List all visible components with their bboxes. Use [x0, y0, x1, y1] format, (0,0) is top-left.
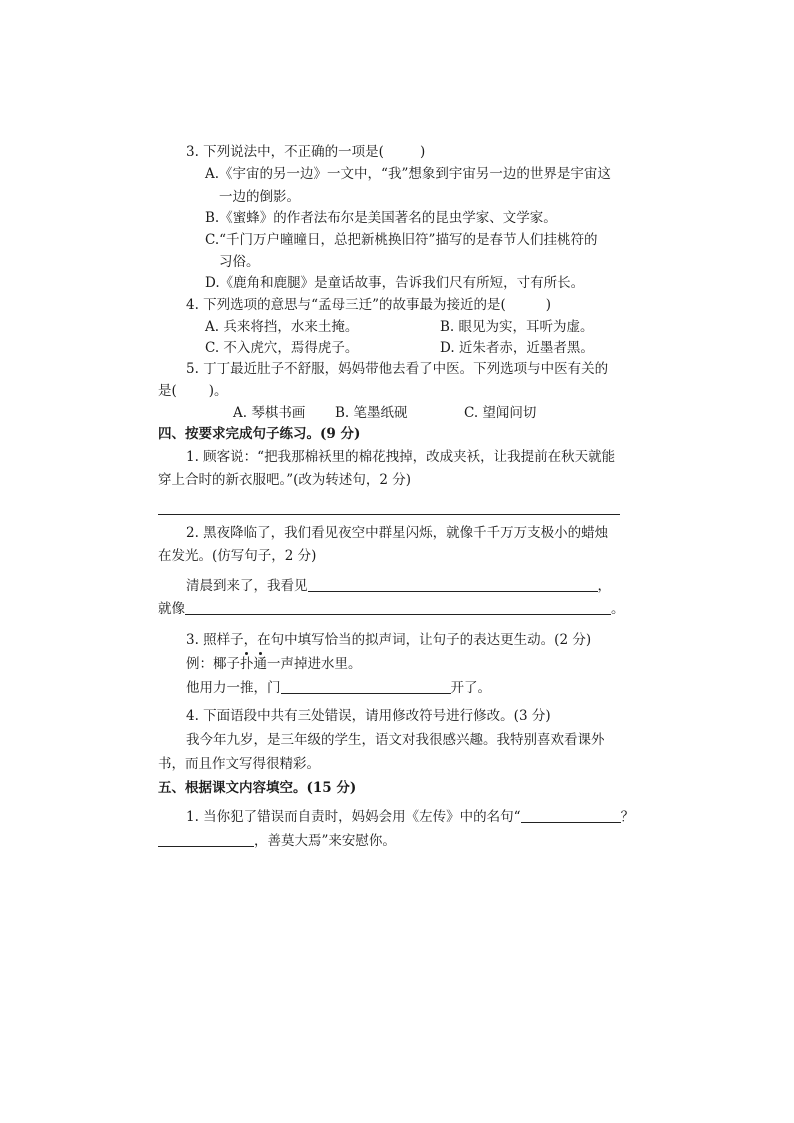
s4-q3-fill — [186, 679, 491, 697]
s4-q3-example-char1: 扑 — [240, 656, 254, 672]
s4-q2-fill2-end: 。 — [611, 601, 625, 617]
q3-option-c-line1: C.“千门万户曈曈日，总把新桃换旧符”描写的是春节人们挂桃符的 — [205, 232, 598, 248]
s4-q1-answer-line[interactable] — [158, 514, 620, 515]
s4-q3-fill-post: 开了。 — [450, 680, 491, 696]
s4-q3-fill-blank[interactable] — [281, 679, 451, 694]
q4-stem — [186, 296, 551, 314]
q4-stem-text: 4. 下列选项的意思与“孟母三迁”的故事最为接近的是( — [186, 297, 506, 313]
q5-option-a: A. 琴棋书画 — [233, 405, 306, 421]
q3-option-b: B.《蜜蜂》的作者法布尔是美国著名的昆虫学家、文学家。 — [205, 210, 557, 226]
q4-stem-close: ) — [545, 297, 552, 313]
q5-stem-open: 是( — [158, 383, 177, 399]
q4-option-b: B. 眼见为实，耳听为虚。 — [440, 319, 594, 335]
s4-q4-line1: 4. 下面语段中共有三处错误，请用修改符号进行修改。(3 分) — [186, 708, 551, 724]
q4-option-a: A. 兵来将挡，水来土掩。 — [205, 319, 359, 335]
s4-q2-fill2-blank[interactable] — [185, 600, 611, 615]
s5-q1-text: 1. 当你犯了错误而自责时，妈妈会用《左传》中的名句“ — [186, 809, 521, 825]
s4-q2-fill2-label: 就像 — [158, 601, 185, 617]
s4-q2-fill1-end: ， — [597, 578, 611, 594]
s4-q2-fill-line2 — [158, 600, 625, 618]
q4-option-c: C. 不入虎穴，焉得虎子。 — [205, 340, 359, 356]
s4-q3-line1: 3. 照样子，在句中填写恰当的拟声词，让句子的表达更生动。(2 分) — [186, 632, 592, 648]
s5-q1-blank1[interactable] — [521, 808, 621, 823]
s4-q2-fill-line1 — [186, 577, 611, 595]
q5-option-c: C. 望闻问切 — [464, 405, 537, 421]
s4-q2-line1: 2. 黑夜降临了，我们看见夜空中群星闪烁，就像千千万万支极小的蜡烛 — [186, 525, 609, 541]
q3-option-c-line2: 习俗。 — [219, 254, 260, 270]
q5-stem-line2 — [158, 382, 228, 400]
s4-q3-example-pre: 例：椰子 — [186, 656, 240, 672]
s4-q4-paragraph-line2: 书，而且作文写得很精彩。 — [158, 756, 320, 772]
q3-stem-close: ) — [419, 144, 426, 160]
section5-title: 五、根据课文内容填空。(15 分) — [158, 780, 357, 796]
q3-option-a-line1: A.《宇宙的另一边》一文中，“我”想象到宇宙另一边的世界是宇宙这 — [205, 166, 611, 182]
q3-stem — [186, 143, 425, 161]
s4-q4-paragraph-line1: 我今年九岁，是三年级的学生，语文对我很感兴趣。我特别喜欢看课外 — [186, 732, 605, 748]
q3-option-d: D.《鹿角和鹿腿》是童话故事，告诉我们尺有所短，寸有所长。 — [205, 275, 585, 291]
s4-q1-line2: 穿上合时的新衣服吧。”(改为转述句，2 分) — [158, 472, 412, 488]
q5-stem-line1: 5. 丁丁最近肚子不舒服，妈妈带他去看了中医。下列选项与中医有关的 — [186, 361, 609, 377]
s4-q2-line2: 在发光。(仿写句子，2 分) — [158, 548, 317, 564]
s5-q1-blank2[interactable] — [158, 832, 254, 847]
s4-q3-fill-pre: 他用力一推，门 — [186, 680, 281, 696]
s5-q1-line2 — [158, 832, 396, 850]
s5-q1-line1 — [186, 808, 634, 826]
section4-title: 四、按要求完成句子练习。(9 分) — [158, 426, 361, 442]
q5-option-b: B. 笔墨纸砚 — [335, 405, 408, 421]
s4-q3-example-char2: 通 — [253, 656, 267, 672]
s5-q1-text-end: ，善莫大焉”来安慰你。 — [254, 833, 396, 849]
s4-q2-fill1-label: 清晨到来了，我看见 — [186, 578, 308, 594]
q5-stem-close: )。 — [208, 383, 228, 399]
q3-stem-text: 3. 下列说法中，不正确的一项是( — [186, 144, 384, 160]
s4-q3-example — [186, 655, 362, 673]
q4-option-d: D. 近朱者赤，近墨者黑。 — [440, 340, 594, 356]
s4-q1-line1: 1. 顾客说：“把我那棉袄里的棉花拽掉，改成夹袄，让我提前在秋天就能 — [186, 449, 616, 465]
s5-q1-question-mark: ？ — [620, 809, 635, 825]
s4-q3-example-post: 一声掉进水里。 — [267, 656, 362, 672]
q3-option-a-line2: 一边的倒影。 — [219, 189, 300, 205]
s4-q2-fill1-blank[interactable] — [308, 577, 598, 592]
